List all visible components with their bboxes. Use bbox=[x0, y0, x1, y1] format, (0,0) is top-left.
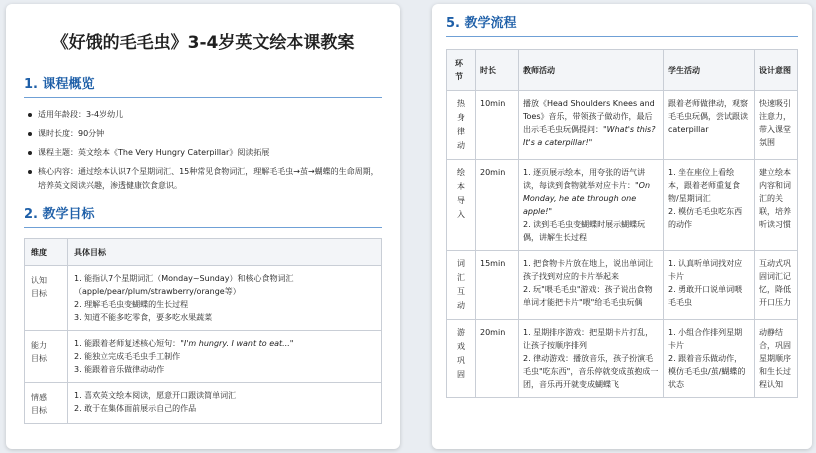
goal-details bbox=[68, 266, 382, 331]
table-header-row bbox=[25, 239, 382, 266]
column-header-intent: 设计意图 bbox=[755, 50, 798, 91]
flow-teacher: 1. 逐页展示绘本，用夸张的语气讲读，每读到食物就举对应卡片："On Monday, he ate through one apple!" 2. 读到毛毛虫变蝴蝶时展示蝴蝶玩偶，讲解生长过程 bbox=[519, 160, 664, 251]
flow-teacher: 播放《Head Shoulders Knees and Toes》音乐，带领孩子做动作，最后出示毛毛虫玩偶提问："What's this? It's a caterpillar!" bbox=[519, 91, 664, 160]
section-heading-overview: 1. 课程概览 bbox=[24, 73, 382, 98]
column-header-student: 学生活动 bbox=[664, 50, 755, 91]
goal-line: 1. 喜欢英文绘本阅读，愿意开口跟读简单词汇 bbox=[74, 391, 237, 400]
table-row bbox=[25, 331, 382, 383]
goal-line: 2. 能独立完成毛毛虫手工制作 bbox=[74, 352, 181, 361]
column-header-target: 具体目标 bbox=[68, 239, 382, 266]
table-row bbox=[447, 251, 798, 320]
flow-student: 1. 认真听单词找对应卡片 2. 勇敢开口说单词喂毛毛虫 bbox=[664, 251, 755, 320]
flow-duration: 20min bbox=[476, 320, 519, 398]
flow-intent: 互动式巩固词汇记忆，降低开口压力 bbox=[755, 251, 798, 320]
flow-intent: 建立绘本内容和词汇的关联，培养听读习惯 bbox=[755, 160, 798, 251]
flow-duration: 20min bbox=[476, 160, 519, 251]
goal-line: 1. 能跟着老师复述核心短句："I'm hungry. I want to eat..." bbox=[74, 339, 294, 348]
document-title: 《好饿的毛毛虫》3-4岁英文绘本课教案 bbox=[51, 33, 355, 53]
flow-segment: 绘本导入 bbox=[447, 160, 476, 251]
flow-teacher: 1. 星期排序游戏：把星期卡片打乱，让孩子按顺序排列 2. 律动游戏：播放音乐，孩子扮演毛毛虫"吃东西"，音乐停就变成茧抱成一团，音乐再开就变成蝴蝶飞 bbox=[519, 320, 664, 398]
goal-line: 3. 知道不能多吃零食，要多吃水果蔬菜 bbox=[74, 313, 213, 322]
goal-line: 2. 理解毛毛虫变蝴蝶的生长过程 bbox=[74, 300, 189, 309]
goal-dimension: 能力目标 bbox=[25, 331, 68, 383]
overview-item: 适用年龄段：3-4岁幼儿 bbox=[28, 108, 382, 122]
flow-segment: 热身律动 bbox=[447, 91, 476, 160]
overview-item: 课程主题：英文绘本《The Very Hungry Caterpillar》阅读拓展 bbox=[28, 146, 382, 160]
teacher-quote: "What's this? It's a caterpillar!" bbox=[523, 125, 656, 147]
right-page bbox=[432, 4, 812, 449]
column-header-dimension: 维度 bbox=[25, 239, 68, 266]
table-header-row bbox=[447, 50, 798, 91]
flow-student: 1. 坐在座位上看绘本，跟着老师重复食物/星期词汇 2. 模仿毛毛虫吃东西的动作 bbox=[664, 160, 755, 251]
left-page bbox=[6, 4, 400, 449]
section-heading-flow: 5. 教学流程 bbox=[446, 12, 798, 37]
teacher-quote: "On Monday, he ate through one apple!" bbox=[523, 181, 651, 216]
section-heading-goals: 2. 教学目标 bbox=[24, 203, 382, 228]
goal-details bbox=[68, 383, 382, 424]
flow-segment: 游戏巩固 bbox=[447, 320, 476, 398]
column-header-segment: 环节 bbox=[447, 50, 476, 91]
table-row bbox=[25, 383, 382, 424]
flow-teacher: 1. 把食物卡片放在地上，说出单词让孩子找到对应的卡片举起来 2. 玩"喂毛毛虫"游戏：孩子说出食物单词才能把卡片"喂"给毛毛虫玩偶 bbox=[519, 251, 664, 320]
column-header-teacher: 教师活动 bbox=[519, 50, 664, 91]
flow-duration: 15min bbox=[476, 251, 519, 320]
flow-intent: 快速吸引注意力，带入课堂氛围 bbox=[755, 91, 798, 160]
goal-dimension: 情感目标 bbox=[25, 383, 68, 424]
table-row bbox=[25, 266, 382, 331]
goals-table bbox=[24, 238, 382, 424]
overview-item: 核心内容：通过绘本认识7个星期词汇、15种常见食物词汇，理解毛毛虫→茧→蝴蝶的生命周期，培养英文阅读兴趣，渗透健康饮食意识。 bbox=[28, 165, 382, 193]
overview-list bbox=[6, 108, 400, 193]
page-fade bbox=[432, 427, 812, 449]
goal-line: 1. 能指认7个星期词汇（Monday~Sunday）和核心食物词汇（apple/pear/plum/strawberry/orange等） bbox=[74, 274, 294, 296]
goal-quote: "I'm hungry. I want to eat..." bbox=[180, 339, 294, 348]
table-row bbox=[447, 320, 798, 398]
flow-intent: 动静结合，巩固星期顺序和生长过程认知 bbox=[755, 320, 798, 398]
flow-table bbox=[446, 49, 798, 398]
table-row bbox=[447, 160, 798, 251]
column-header-duration: 时长 bbox=[476, 50, 519, 91]
goal-details bbox=[68, 331, 382, 383]
goal-dimension: 认知目标 bbox=[25, 266, 68, 331]
table-row bbox=[447, 91, 798, 160]
goal-line: 3. 能跟着音乐做律动动作 bbox=[74, 365, 165, 374]
flow-segment: 词汇互动 bbox=[447, 251, 476, 320]
flow-duration: 10min bbox=[476, 91, 519, 160]
goal-line: 2. 敢于在集体面前展示自己的作品 bbox=[74, 404, 197, 413]
flow-student: 1. 小组合作排列星期卡片 2. 跟着音乐做动作，模仿毛毛虫/茧/蝴蝶的状态 bbox=[664, 320, 755, 398]
flow-student: 跟着老师做律动，观察毛毛虫玩偶，尝试跟读caterpillar bbox=[664, 91, 755, 160]
overview-item: 课时长度：90分钟 bbox=[28, 127, 382, 141]
